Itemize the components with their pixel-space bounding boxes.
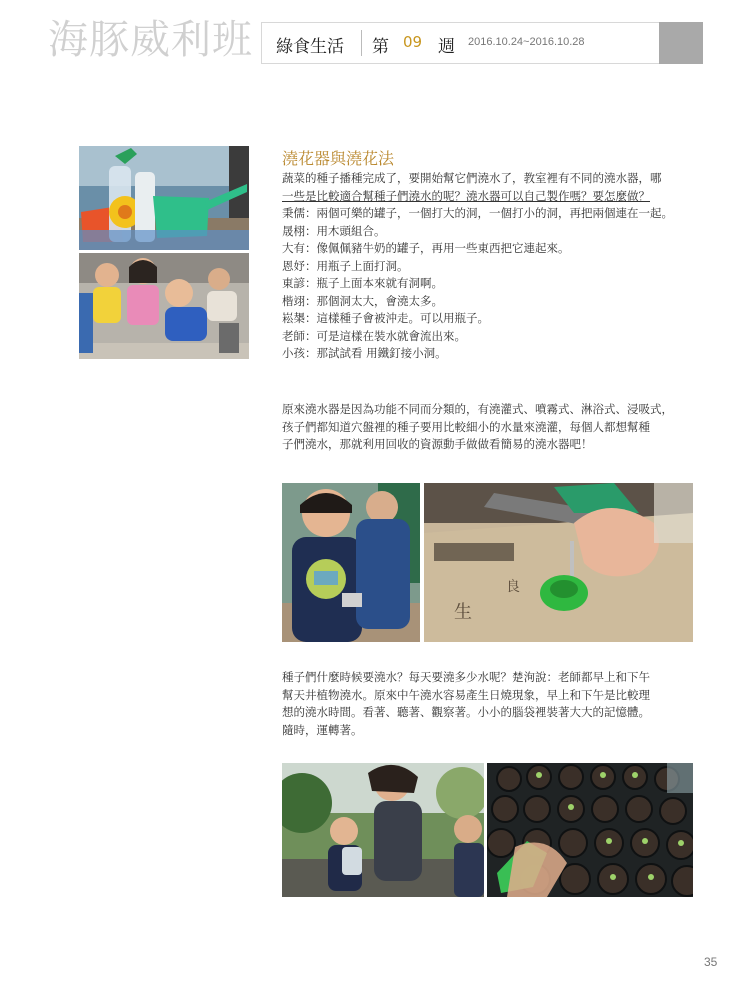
dialogue-line: 秉儒：兩個可樂的罐子，一個打大的洞，一個打小的洞，再把兩個連在一起。 [282,206,673,220]
dialogue-line: 楷翊：那個洞太大，會澆太多。 [282,293,443,308]
intro-paragraph [282,170,694,363]
date-range: 2016.10.24~2016.10.28 [468,36,585,48]
svg-text:生: 生 [454,602,472,623]
header-accent-block [659,22,703,64]
paragraph-line: 隨時，運轉著。 [282,722,363,737]
paragraph-line: 子們澆水，那就利用回收的資源動手做做看簡易的澆水器吧！ [282,437,593,451]
paragraph-line: 幫天井植物澆水。原來中午澆水容易產生日燒現象，早上和下午是比較理 [282,687,650,702]
classification-paragraph [282,401,694,454]
dialogue-line: 小孩：那試試看 用鐵釘接小洞。 [282,346,447,360]
header-divider [361,30,362,56]
paragraph-line: 種子們什麼時候要澆水？每天要澆多少水呢？楚洵說：老師都早上和下午 [282,670,650,684]
svg-text:良: 良 [506,579,520,595]
dialogue-line: 崧槼：這樣種子會被沖走。可以用瓶子。 [282,311,489,325]
photo-laughing-kids [79,253,249,359]
dialogue-line: 東諺：瓶子上面本來就有洞啊。 [282,276,443,290]
photo-watering-cans [79,146,249,250]
page-number: 35 [704,955,718,969]
dialogue-line: 恩妤：用瓶子上面打洞。 [282,258,409,273]
paragraph-line: 孩子們都知道穴盤裡的種子要用比較細小的水量來澆灌，每個人都想幫種 [282,419,650,434]
week-header [261,22,660,64]
photo-kids-watering [282,763,484,897]
intro-line: 蔬菜的種子播種完成了，要開始幫它們澆水了，教室裡有不同的澆水器，哪 [282,171,662,185]
paragraph-line: 想的澆水時間。看著、聽著、觀察著。小小的腦袋裡裝著大大的記憶體。 [282,705,650,719]
dialogue-line: 晟栩：用木頭組合。 [282,223,386,238]
week-prefix: 第 [372,37,389,57]
watering-time-paragraph [282,669,694,739]
dialogue-line: 老師：可是這樣在裝水就會流出來。 [282,328,466,343]
class-name: 海豚威利班 [48,17,253,63]
theme-label: 綠食生活 [276,37,344,57]
photo-seedling-tray [487,763,693,897]
week-suffix: 週 [438,37,455,57]
week-number: 09 [403,33,423,51]
section-title: 澆花器與澆花法 [282,149,395,168]
paragraph-line: 原來澆水器是因為功能不同而分類的，有澆灌式、噴霧式、淋浴式、浸吸式， [282,402,673,416]
photo-boys-with-bottle [282,483,420,642]
dialogue-line: 大有：像佩佩豬牛奶的罐子，再用一些東西把它連起來。 [282,241,570,255]
intro-line: 一些是比較適合幫種子們澆水的呢？澆水器可以自己製作嗎？要怎麼做？ [282,188,650,203]
photo-hand-punching-cap [424,483,693,642]
